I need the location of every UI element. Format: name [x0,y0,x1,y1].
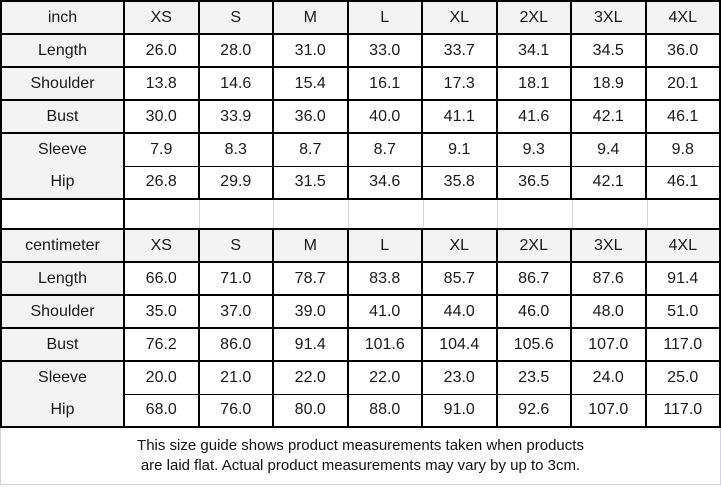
size-column-header: L [348,1,423,34]
size-value-cell: 48.0 [571,295,646,328]
size-value-cell: 34.6 [348,166,423,199]
measurement-label: Hip [50,173,75,190]
size-column-header: S [199,229,274,262]
size-value-cell: 42.1 [571,100,646,133]
size-value-cell: 41.6 [497,100,572,133]
gridline-vertical [348,200,349,228]
size-value-cell: 26.0 [124,34,199,67]
size-value-cell: 23.0 [422,361,497,394]
size-value-cell: 9.1 [422,133,497,166]
note-line-1: This size guide shows product measurements taken when products [137,437,584,454]
table-row [1,262,720,295]
size-value-cell: 91.4 [646,262,721,295]
size-value-cell: 36.0 [646,34,721,67]
table-row [1,295,720,328]
measurement-label-cell: Bust [1,328,124,361]
size-value-cell: 22.0 [273,361,348,394]
size-value-cell: 34.1 [497,34,572,67]
size-column-header: 2XL [497,229,572,262]
size-column-header: 3XL [571,229,646,262]
size-column-header: M [273,1,348,34]
size-value-cell: 41.0 [348,295,423,328]
measurement-label-cell: Shoulder [1,295,124,328]
spacer-row [0,200,721,228]
size-value-cell: 31.0 [273,34,348,67]
size-guide-note [0,428,721,485]
measurement-label-cell: Length [1,34,124,67]
size-column-header: 4XL [646,229,721,262]
table-row [1,67,720,100]
size-value-cell: 36.5 [497,166,572,199]
size-value-cell: 28.0 [199,34,274,67]
sleeve-hip-label-cell [1,133,124,199]
size-value-cell: 29.9 [199,166,274,199]
size-value-cell: 24.0 [571,361,646,394]
size-value-cell: 33.9 [199,100,274,133]
size-value-cell: 46.0 [497,295,572,328]
size-value-cell: 9.3 [497,133,572,166]
size-value-cell: 21.0 [199,361,274,394]
size-value-cell: 39.0 [273,295,348,328]
size-value-cell: 117.0 [646,328,721,361]
size-value-cell: 33.0 [348,34,423,67]
size-value-cell: 36.0 [273,100,348,133]
size-value-cell: 18.1 [497,67,572,100]
gridline-vertical [572,200,573,228]
size-value-cell: 101.6 [348,328,423,361]
size-value-cell: 8.7 [273,133,348,166]
size-value-cell: 14.6 [199,67,274,100]
inch-size-table [0,0,721,200]
size-value-cell: 42.1 [571,166,646,199]
size-value-cell: 35.8 [422,166,497,199]
size-value-cell: 41.1 [422,100,497,133]
size-column-header: 3XL [571,1,646,34]
size-value-cell: 117.0 [646,394,721,427]
table-row [1,34,720,67]
size-value-cell: 66.0 [124,262,199,295]
size-value-cell: 22.0 [348,361,423,394]
size-value-cell: 51.0 [646,295,721,328]
size-value-cell: 34.5 [571,34,646,67]
size-value-cell: 107.0 [571,328,646,361]
gridline-vertical [273,200,274,228]
size-column-header: S [199,1,274,34]
measurement-label-cell: Bust [1,100,124,133]
size-column-header: XS [124,1,199,34]
size-column-header: M [273,229,348,262]
size-value-cell: 9.4 [571,133,646,166]
size-value-cell: 8.3 [199,133,274,166]
unit-label-cell: inch [1,1,124,34]
size-column-header: XS [124,229,199,262]
size-value-cell: 18.9 [571,67,646,100]
size-column-header: L [348,229,423,262]
size-value-cell: 86.7 [497,262,572,295]
size-value-cell: 15.4 [273,67,348,100]
note-line-2: are laid flat. Actual product measurements may vary by up to 3cm. [140,457,581,474]
table-header-row [1,229,720,262]
table-row [1,361,720,394]
sleeve-hip-label-cell [1,361,124,427]
size-value-cell: 30.0 [124,100,199,133]
size-value-cell: 105.6 [497,328,572,361]
size-column-header: 2XL [497,1,572,34]
size-column-header: XL [422,229,497,262]
table-row [1,100,720,133]
size-value-cell: 91.0 [422,394,497,427]
size-value-cell: 40.0 [348,100,423,133]
measurement-label-cell: Shoulder [1,67,124,100]
size-value-cell: 83.8 [348,262,423,295]
gridline-vertical [647,200,648,228]
size-value-cell: 91.4 [273,328,348,361]
size-value-cell: 86.0 [199,328,274,361]
size-value-cell: 80.0 [273,394,348,427]
size-value-cell: 17.3 [422,67,497,100]
table-header-row [1,1,720,34]
size-value-cell: 88.0 [348,394,423,427]
size-value-cell: 37.0 [199,295,274,328]
measurement-label: Hip [50,401,75,418]
size-value-cell: 25.0 [646,361,721,394]
size-value-cell: 13.8 [124,67,199,100]
size-value-cell: 71.0 [199,262,274,295]
size-value-cell: 20.0 [124,361,199,394]
size-column-header: 4XL [646,1,721,34]
size-value-cell: 8.7 [348,133,423,166]
table-row [1,133,720,166]
size-value-cell: 16.1 [348,67,423,100]
cm-size-table [0,228,721,428]
gridline-vertical [123,200,125,228]
measurement-label-cell: Length [1,262,124,295]
size-value-cell: 31.5 [273,166,348,199]
size-value-cell: 7.9 [124,133,199,166]
size-value-cell: 23.5 [497,361,572,394]
measurement-label: Sleeve [38,369,87,386]
size-value-cell: 85.7 [422,262,497,295]
size-value-cell: 104.4 [422,328,497,361]
size-value-cell: 87.6 [571,262,646,295]
size-value-cell: 76.0 [199,394,274,427]
table-row [1,328,720,361]
size-value-cell: 46.1 [646,166,721,199]
unit-label-cell: centimeter [1,229,124,262]
gridline-vertical [497,200,498,228]
gridline-vertical [423,200,424,228]
size-value-cell: 78.7 [273,262,348,295]
size-value-cell: 33.7 [422,34,497,67]
size-value-cell: 9.8 [646,133,721,166]
measurement-label: Sleeve [38,141,87,158]
size-value-cell: 35.0 [124,295,199,328]
size-value-cell: 76.2 [124,328,199,361]
size-value-cell: 20.1 [646,67,721,100]
size-value-cell: 92.6 [497,394,572,427]
size-value-cell: 68.0 [124,394,199,427]
size-column-header: XL [422,1,497,34]
size-value-cell: 107.0 [571,394,646,427]
size-value-cell: 44.0 [422,295,497,328]
size-value-cell: 46.1 [646,100,721,133]
size-value-cell: 26.8 [124,166,199,199]
gridline-vertical [199,200,200,228]
